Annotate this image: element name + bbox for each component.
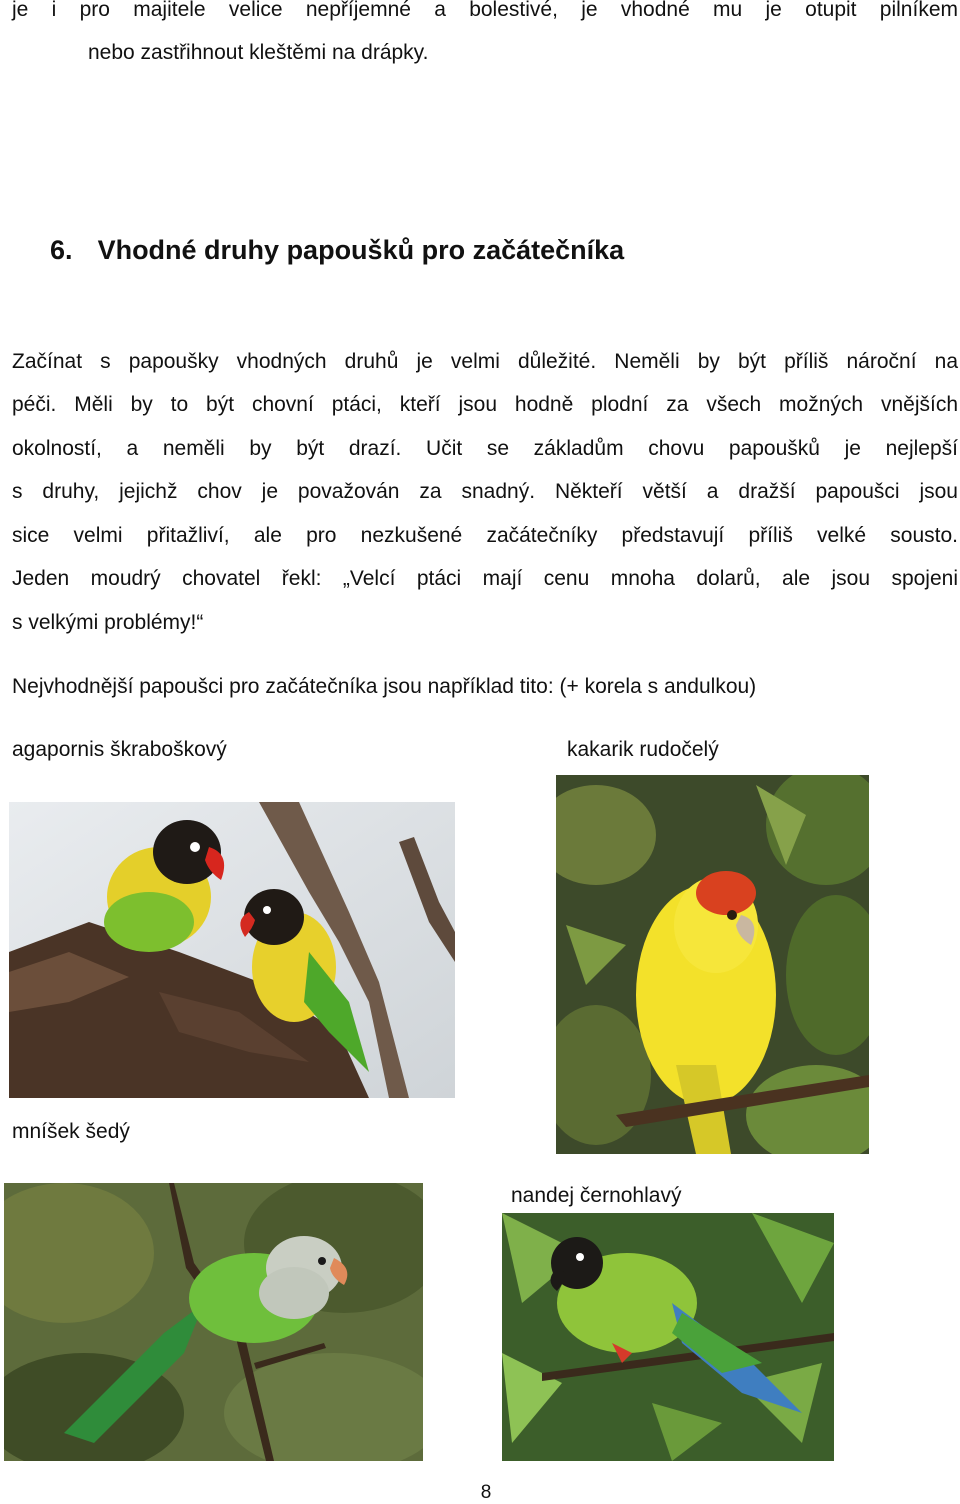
paragraph-line: je i pro majitele velice nepříjemné a bolestivé, je vhodné mu je otupit pilníkem: [12, 0, 958, 21]
paragraph-line: nebo zastřihnout kleštěmi na drápky.: [88, 41, 429, 64]
caption-mnisek: mníšek šedý: [12, 1120, 130, 1143]
paragraph-line: Začínat s papoušky vhodných druhů je velmi důležité. Neměli by být příliš nároční na: [12, 350, 958, 373]
caption-agapornis: agapornis škraboškový: [12, 738, 227, 761]
paragraph-line: s velkými problémy!“: [12, 611, 204, 634]
caption-nandej: nandej černohlavý: [511, 1184, 682, 1207]
section-number: 6.: [50, 235, 73, 265]
photo-nandej: [502, 1213, 834, 1461]
page-number: 8: [480, 1482, 492, 1503]
section-title: Vhodné druhy papoušků pro začátečníka: [97, 235, 625, 265]
paragraph-line: okolností, a neměli by být drazí. Učit se základům chovu papoušků je nejlepší: [12, 437, 958, 460]
photo-agapornis: [9, 802, 455, 1098]
paragraph-line: s druhy, jejichž chov je považován za snadný. Někteří větší a dražší papoušci jsou: [12, 480, 958, 503]
caption-kakarik: kakarik rudočelý: [567, 738, 719, 761]
paragraph-line: Jeden moudrý chovatel řekl: „Velcí ptáci mají cenu mnoha dolarů, ale jsou spojeni: [12, 567, 958, 590]
section-heading: [50, 234, 624, 266]
intro-line: Nejvhodnější papoušci pro začátečníka jsou například tito: (+ korela s andulkou): [12, 675, 757, 698]
photo-mnisek: [4, 1183, 423, 1461]
paragraph-line: péči. Měli by to být chovní ptáci, kteří jsou hodně plodní za všech možných vnějších: [12, 393, 958, 416]
paragraph-line: sice velmi přitažliví, ale pro nezkušené začátečníky představují příliš velké sousto.: [12, 524, 958, 547]
photo-kakarik: [556, 775, 869, 1154]
